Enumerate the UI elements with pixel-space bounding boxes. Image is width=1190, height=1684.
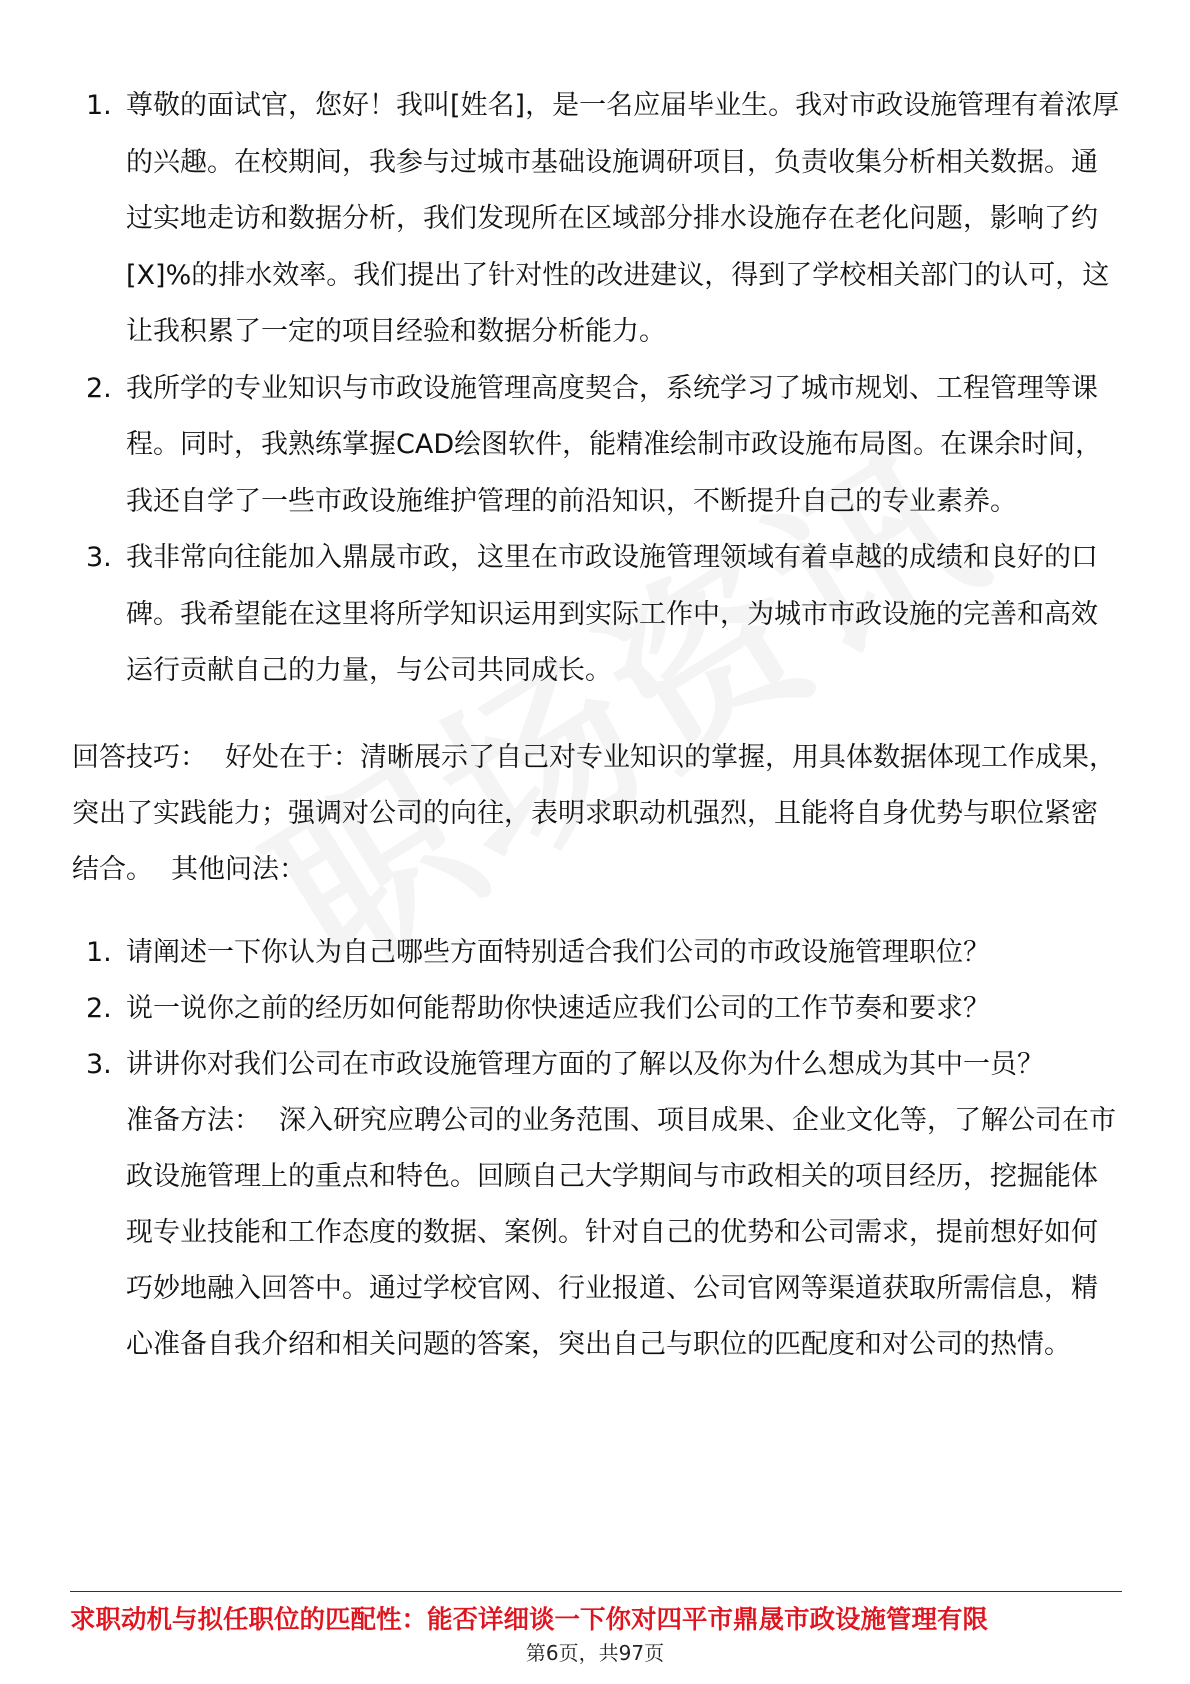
question-number: 3. [86, 1048, 112, 1080]
answer-number: 3. [86, 542, 112, 573]
answer-number: 2. [86, 372, 112, 404]
answer-list [72, 78, 1122, 700]
answer-number: 1. [86, 90, 112, 121]
other-questions-label: 其他问法： [171, 853, 306, 885]
other-question-1 [72, 925, 1122, 981]
other-question-2 [72, 981, 1122, 1037]
other-questions-list [72, 925, 1122, 1093]
answer-tips [72, 730, 1122, 898]
answer-text: 尊敬的面试官，您好！我叫[姓名]，是一名应届毕业生。我对市政设施管理有着浓厚的兴趣。在校期间，我参与过城市基础设施调研项目，负责收集分析相关数据。通过实地走访和数据分析，我们发现所在区域部分排水设施存在老化问题，影响了约[X]%的排水效率。我们提出了针对性的改进建议，得到了学校相关部门的认可，这让我积累了一定的项目经验和数据分析能力。 [126, 90, 1120, 347]
question-text: 说一说你之前的经历如何能帮助你快速适应我们公司的工作节奏和要求？ [126, 992, 990, 1024]
page-number: 第6页，共97页 [525, 1641, 665, 1665]
preparation-text: 深入研究应聘公司的业务范围、项目成果、企业文化等，了解公司在市政设施管理上的重点和特色。回顾自己大学期间与市政相关的项目经历，挖掘能体现专业技能和工作态度的数据、案例。针对自己的优势和公司需求，提前想好如何巧妙地融入回答中。通过学校官网、行业报道、公司官网等渠道获取所需信息，精心准备自我介绍和相关问题的答案，突出自己与职位的匹配度和对公司的热情。 [126, 1104, 1116, 1360]
answer-item-2 [72, 361, 1122, 531]
other-question-3 [72, 1037, 1122, 1093]
answer-text: 我非常向往能加入鼎晟市政，这里在市政设施管理领域有着卓越的成绩和良好的口碑。我希望能在这里将所学知识运用到实际工作中，为城市市政设施的完善和高效运行贡献自己的力量，与公司共同成长。 [126, 542, 1098, 686]
answer-text: 我所学的专业知识与市政设施管理高度契合，系统学习了城市规划、工程管理等课程。同时，我熟练掌握CAD绘图软件，能精准绘制市政设施布局图。在课余时间，我还自学了一些市政设施维护管理的前沿知识，不断提升自己的专业素养。 [126, 372, 1103, 517]
question-number: 2. [86, 992, 112, 1024]
answer-item-3 [72, 530, 1122, 700]
tips-label: 回答技巧： [72, 741, 207, 773]
question-text: 请阐述一下你认为自己哪些方面特别适合我们公司的市政设施管理职位？ [126, 936, 990, 968]
question-text: 讲讲你对我们公司在市政设施管理方面的了解以及你为什么想成为其中一员？ [126, 1048, 1044, 1080]
answer-item-1 [72, 78, 1122, 361]
question-number: 1. [86, 936, 112, 968]
footer-divider [70, 1591, 1122, 1592]
tips-text: 好处在于：清晰展示了自己对专业知识的掌握，用具体数据体现工作成果，突出了实践能力；强调对公司的向往，表明求职动机强烈，且能将自身优势与职位紧密结合。 [72, 741, 1116, 885]
preparation-method [72, 1093, 1122, 1373]
next-question-heading: 求职动机与拟任职位的匹配性：能否详细谈一下你对四平市鼎晟市政设施管理有限 [70, 1605, 989, 1635]
document-body [72, 78, 1122, 1373]
preparation-label: 准备方法： [126, 1104, 261, 1136]
